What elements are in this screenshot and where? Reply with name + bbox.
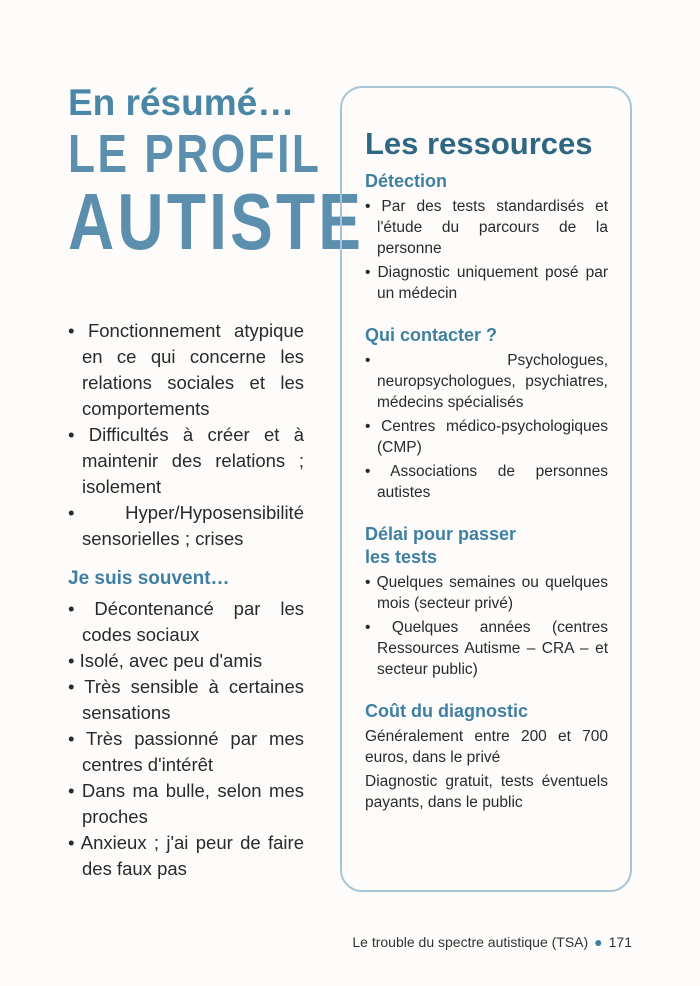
page-footer: [352, 934, 632, 950]
list-item: • Isolé, avec peu d'amis: [68, 648, 304, 674]
bullet-icon: ●: [594, 934, 603, 950]
resources-box: [340, 86, 632, 892]
title-line-3: AUTISTE: [68, 177, 365, 266]
traits-list: [68, 596, 304, 882]
section-heading: Coût du diagnostic: [365, 701, 528, 721]
list-item: • Centres médico-psychologiques (CMP): [365, 416, 608, 458]
list-item: • Diagnostic uniquement posé par un médecin: [365, 262, 608, 304]
paragraph: Généralement entre 200 et 700 euros, dans le privé: [365, 728, 608, 766]
list-item: • Difficultés à créer et à maintenir des relations ; isolement: [68, 422, 304, 500]
section-heading: Détection: [365, 171, 448, 191]
list-item: • Fonctionnement atypique en ce qui concerne les relations sociales et les comportements: [68, 318, 304, 422]
list-item: • Associations de personnes autistes: [365, 461, 608, 503]
list-item: • Psychologues, neuropsychologues, psychiatres, médecins spécialisés: [365, 350, 608, 413]
resources-title: Les ressources: [365, 126, 593, 161]
section-list: [365, 196, 608, 304]
list-item: • Anxieux ; j'ai peur de faire des faux pas: [68, 830, 304, 882]
section-heading: Délai pour passer les tests: [365, 524, 517, 567]
page-number: 171: [608, 934, 632, 950]
list-item: • Décontenancé par les codes sociaux: [68, 596, 304, 648]
summary-column: [68, 82, 365, 882]
subheading: Je suis souvent…: [68, 568, 230, 589]
profile-list: [68, 318, 304, 552]
paragraph: Diagnostic gratuit, tests éventuels payants, dans le public: [365, 773, 608, 811]
section-list: [365, 572, 608, 680]
footer-text: Le trouble du spectre autistique (TSA): [352, 934, 589, 950]
list-item: • Quelques semaines ou quelques mois (secteur privé): [365, 572, 608, 614]
title-line-1: En résumé…: [68, 82, 295, 123]
list-item: • Très sensible à certaines sensations: [68, 674, 304, 726]
list-item: • Par des tests standardisés et l'étude du parcours de la personne: [365, 196, 608, 259]
section-heading: Qui contacter ?: [365, 325, 498, 345]
list-item: • Quelques années (centres Ressources Autisme – CRA – et secteur public): [365, 617, 608, 680]
title-line-2: LE PROFIL: [68, 124, 322, 184]
list-item: • Très passionné par mes centres d'intérêt: [68, 726, 304, 778]
list-item: • Dans ma bulle, selon mes proches: [68, 778, 304, 830]
list-item: • Hyper/Hyposensibilité sensorielles ; crises: [68, 500, 304, 552]
section-list: [365, 350, 608, 503]
